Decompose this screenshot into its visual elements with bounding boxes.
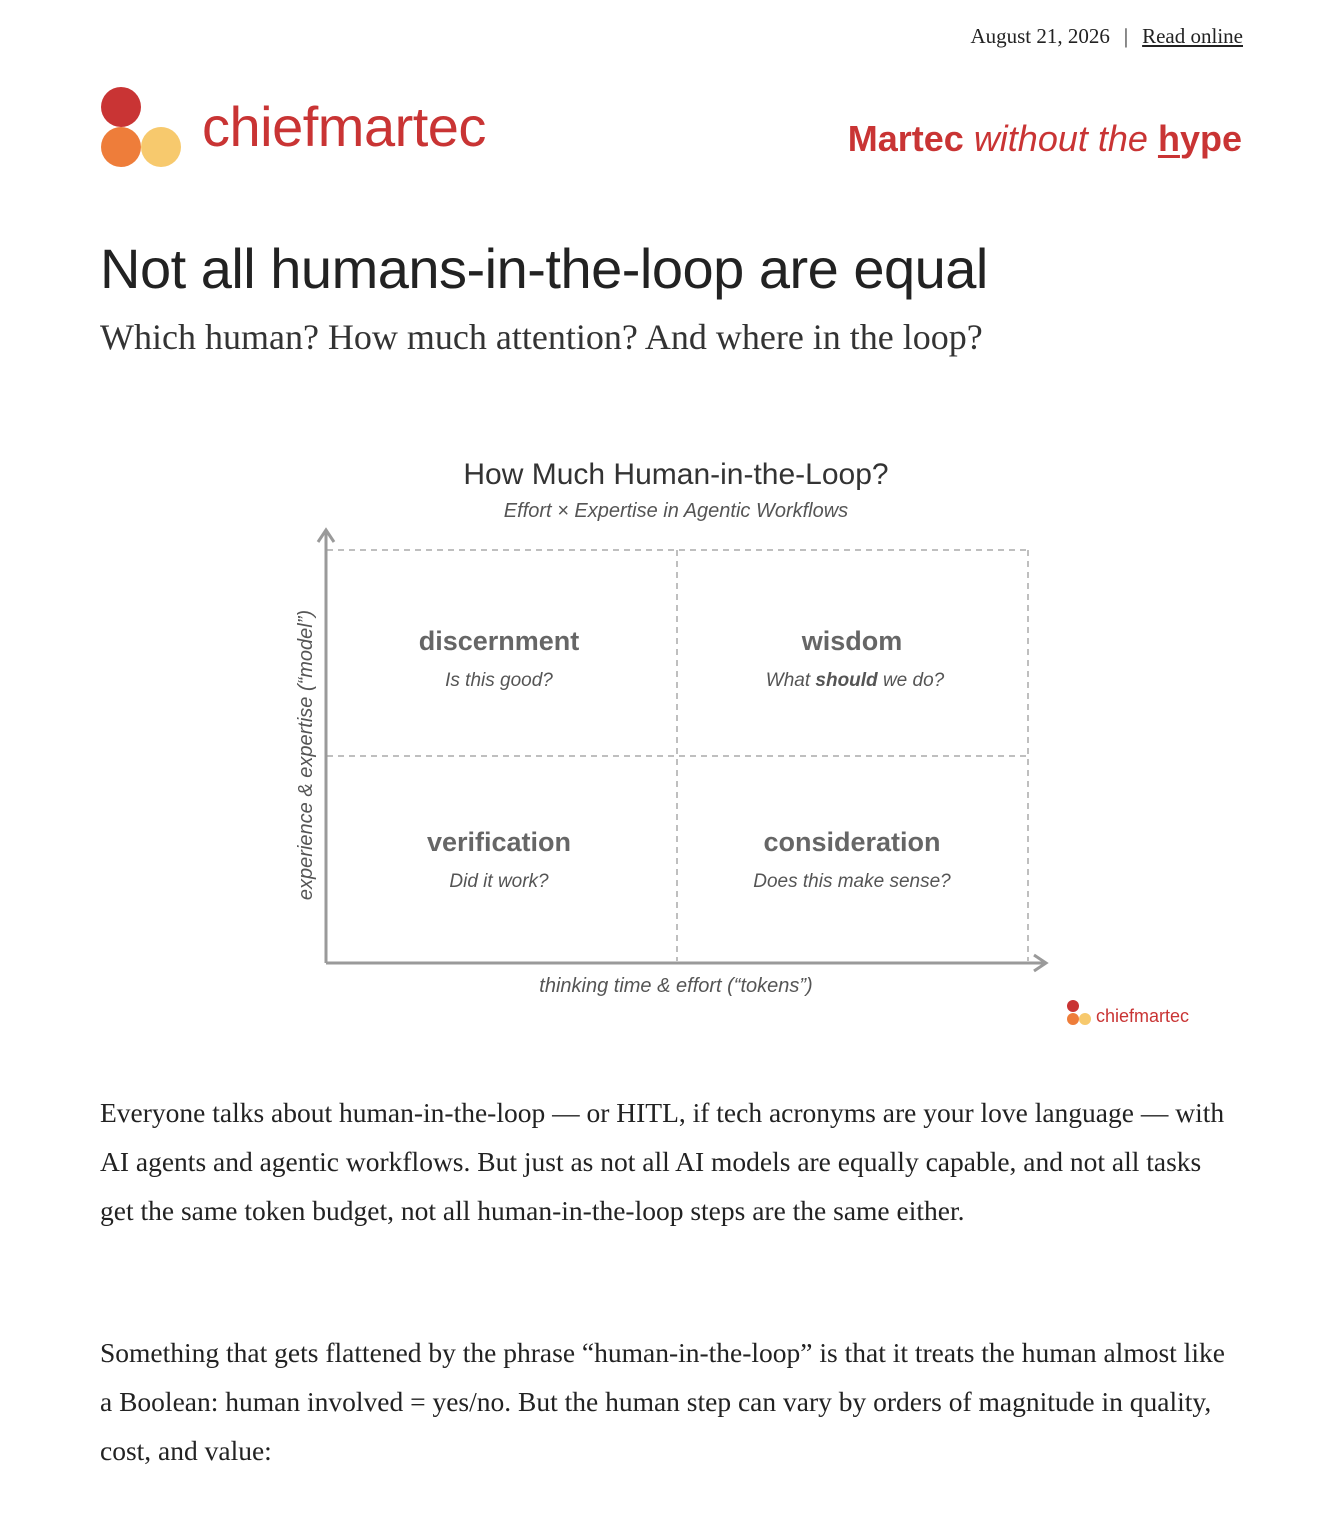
brand-logo[interactable] — [100, 86, 486, 170]
tagline-martec: Martec — [847, 118, 964, 159]
tagline — [848, 118, 1242, 160]
matrix-svg — [270, 448, 1210, 1038]
quadrant-wisdom-title: wisdom — [801, 626, 903, 656]
top-bar — [970, 24, 1243, 49]
tagline-hype: hype — [1157, 118, 1242, 159]
body-paragraph-2: Something that gets flattened by the phrase “human-in-the-loop” is that it treats the human almost like a Boolean: human involved = yes/no. But the human step can vary by orders of magnitude in quality, cost, and value: — [100, 1337, 1225, 1466]
quadrant-verification-question: Did it work? — [449, 871, 549, 892]
quadrant-discernment-question: Is this good? — [445, 670, 553, 691]
matrix-axes — [318, 530, 1046, 971]
hitl-matrix-figure — [270, 448, 1210, 1038]
x-axis-label: thinking time & effort (“tokens”) — [539, 975, 813, 997]
logo-dots-icon — [100, 86, 184, 170]
issue-date: August 21, 2026 — [970, 24, 1110, 48]
matrix-grid — [327, 550, 1028, 961]
quadrant-wisdom-question: What should we do? — [765, 670, 945, 691]
quadrant-verification-title: verification — [426, 827, 572, 857]
article-title: Not all humans-in-the-loop are equal — [100, 237, 988, 300]
quadrant-consideration-title: consideration — [763, 827, 941, 857]
figure-title: How Much Human-in-the-Loop? — [463, 458, 889, 491]
quadrant-consideration-question: Does this make sense? — [753, 871, 951, 892]
watermark-text: chiefmartec — [1096, 1006, 1190, 1026]
article-subtitle: Which human? How much attention? And where in the loop? — [100, 317, 983, 357]
separator: | — [1123, 24, 1129, 48]
tagline-without: without the — [973, 118, 1148, 159]
figure-subtitle: Effort × Expertise in Agentic Workflows — [503, 500, 849, 522]
y-axis-label: experience & expertise (“model”) — [295, 609, 317, 901]
read-online-link[interactable]: Read online — [1142, 24, 1243, 48]
watermark-logo-icon — [1067, 1000, 1091, 1025]
brand-name: chiefmartec — [202, 94, 486, 158]
quadrant-discernment-title: discernment — [418, 626, 580, 656]
body-paragraph-1: Everyone talks about human-in-the-loop — or HITL, if tech acronyms are your love language — with AI agents and agentic workflows. But just as not all AI models are equally capable, and not all tasks get the same token budget, not all human-in-the-loop steps are the same either. — [100, 1097, 1225, 1226]
